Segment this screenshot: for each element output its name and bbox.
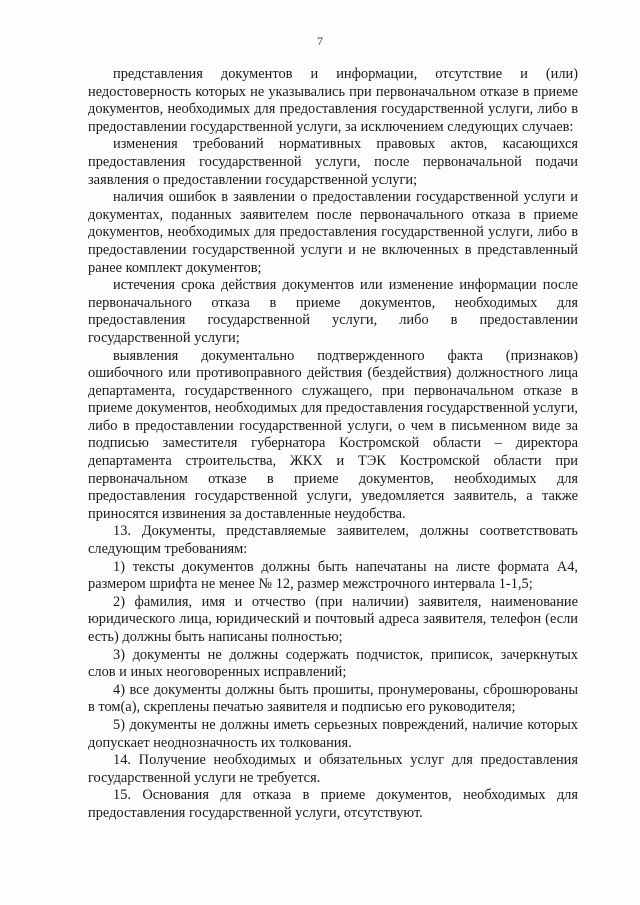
paragraph-exception-2: наличия ошибок в заявлении о предоставлении государственной услуги и документах, поданных заявителем после первоначального отказа в приеме документов, необходимых для предоставления государственной услуги, либо в предоставлении государственной услуги и не включенных в представленный ранее комплект документов; bbox=[88, 189, 578, 276]
paragraph-requirement-4: 4) все документы должны быть прошиты, пронумерованы, сброшюрованы в том(а), скреплены печатью заявителя и подписью его руководителя; bbox=[88, 681, 578, 716]
paragraph-requirement-5: 5) документы не должны иметь серьезных повреждений, наличие которых допускает неоднозначность их толкования. bbox=[88, 716, 578, 751]
paragraph-requirement-2: 2) фамилия, имя и отчество (при наличии) заявителя, наименование юридического лица, юридический и почтовый адреса заявителя, телефон (если есть) должны быть написаны полностью; bbox=[88, 593, 578, 645]
paragraph-exception-3: истечения срока действия документов или изменение информации после первоначального отказа в приеме документов, необходимых для предоставления государственной услуги, либо в предоставлении государственной услуги; bbox=[88, 277, 578, 346]
paragraph-item-14: 14. Получение необходимых и обязательных услуг для предоставления государственной услуги не требуется. bbox=[88, 752, 578, 786]
paragraph-exception-1: изменения требований нормативных правовых актов, касающихся предоставления государственной услуги, после первоначальной подачи заявления о предоставлении государственной услуги; bbox=[88, 136, 578, 188]
document-body bbox=[88, 66, 578, 823]
paragraph-item-15: 15. Основания для отказа в приеме документов, необходимых для предоставления государственной услуги, отсутствуют. bbox=[88, 787, 578, 821]
paragraph-continuation: представления документов и информации, отсутствие и (или) недостоверность которых не указывались при первоначальном отказе в приеме документов, необходимых для предоставления государственной услуги, либо в предоставлении государственной услуги, за исключением следующих случаев: bbox=[88, 66, 578, 135]
paragraph-item-13: 13. Документы, представляемые заявителем, должны соответствовать следующим требованиям: bbox=[88, 523, 578, 558]
page-number: 7 bbox=[317, 34, 323, 48]
paragraph-requirement-1: 1) тексты документов должны быть напечатаны на листе формата А4, размером шрифта не менее № 12, размер межстрочного интервала 1-1,5; bbox=[88, 558, 578, 593]
paragraph-requirement-3: 3) документы не должны содержать подчисток, приписок, зачеркнутых слов и иных неоговоренных исправлений; bbox=[88, 646, 578, 681]
paragraph-exception-4: выявления документально подтвержденного факта (признаков) ошибочного или противоправного действия (бездействия) должностного лица департамента, государственного служащего, при первоначальном отказе в приеме документов, необходимых для предоставления государственной услуги, либо в предоставлении государственной услуги, о чем в письменном виде за подписью заместителя губернатора Костромской области – директора департамента строительства, ЖКХ и ТЭК Костромской области при первоначальном отказе в приеме документов, необходимых для предоставления государственной услуги, уведомляется заявитель, а также приносятся извинения за доставленные неудобства. bbox=[88, 347, 578, 522]
